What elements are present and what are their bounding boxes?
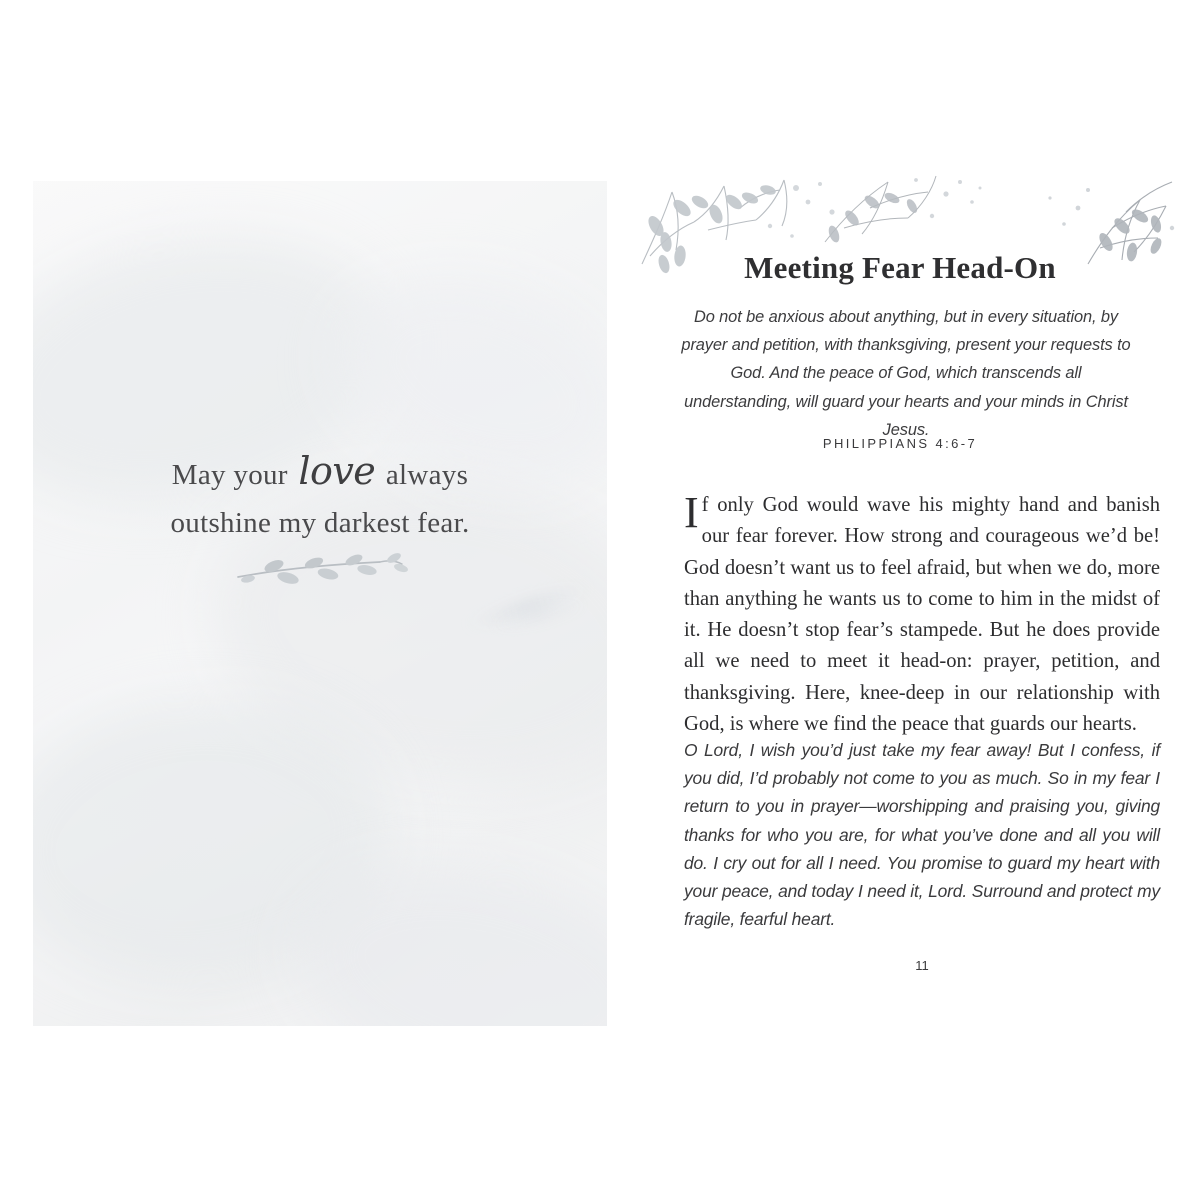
drop-cap: I: [684, 488, 699, 537]
right-page: [620, 168, 1180, 1028]
quote-text-after: always: [378, 459, 469, 491]
left-page-quote: [33, 443, 607, 545]
quote-text-before: May your: [171, 459, 296, 491]
page-title: Meeting Fear Head-On: [744, 250, 1056, 285]
quote-script-word: love: [298, 449, 376, 493]
quote-line-2: outshine my darkest fear.: [170, 506, 470, 539]
scripture-reference: PHILIPPIANS 4:6-7: [822, 436, 978, 451]
quote-line-1: [93, 443, 547, 501]
prayer-paragraph: O Lord, I wish you’d just take my fear away! But I confess, if you did, I’d probably not come to you as much. So in my fear I return to you in prayer—worshipping and praising you, giving thanks for who you are, for what you’ve done and all you will do. I cry out for all I need. You promise to guard my heart with your peace, and today I need it, Lord. Surround and protect my fragile, fearful heart.: [684, 740, 1160, 930]
page-number: 11: [915, 958, 929, 973]
body-text: f only God would wave his mighty hand and banish our fear forever. How strong and courageous we’d be! God doesn’t want us to feel afraid, but when we do, more than anything he wants us to come to him in the midst of it. He doesn’t stop fear’s stampede. But he does provide all we need to meet it head-on: prayer, petition, and thanksgiving. Here, knee-deep in our relationship with God, is where we find the peace that guards our hearts.: [684, 494, 1160, 736]
leaf-sprig-icon: [230, 551, 410, 596]
left-page: [33, 181, 607, 1026]
body-paragraph: [684, 490, 1160, 740]
scripture-epigraph: Do not be anxious about anything, but in every situation, by prayer and petition, with thanksgiving, present your requests to God. And the peace of God, which transcends all understanding, will guard your hearts and your minds in Christ Jesus.: [681, 308, 1131, 439]
